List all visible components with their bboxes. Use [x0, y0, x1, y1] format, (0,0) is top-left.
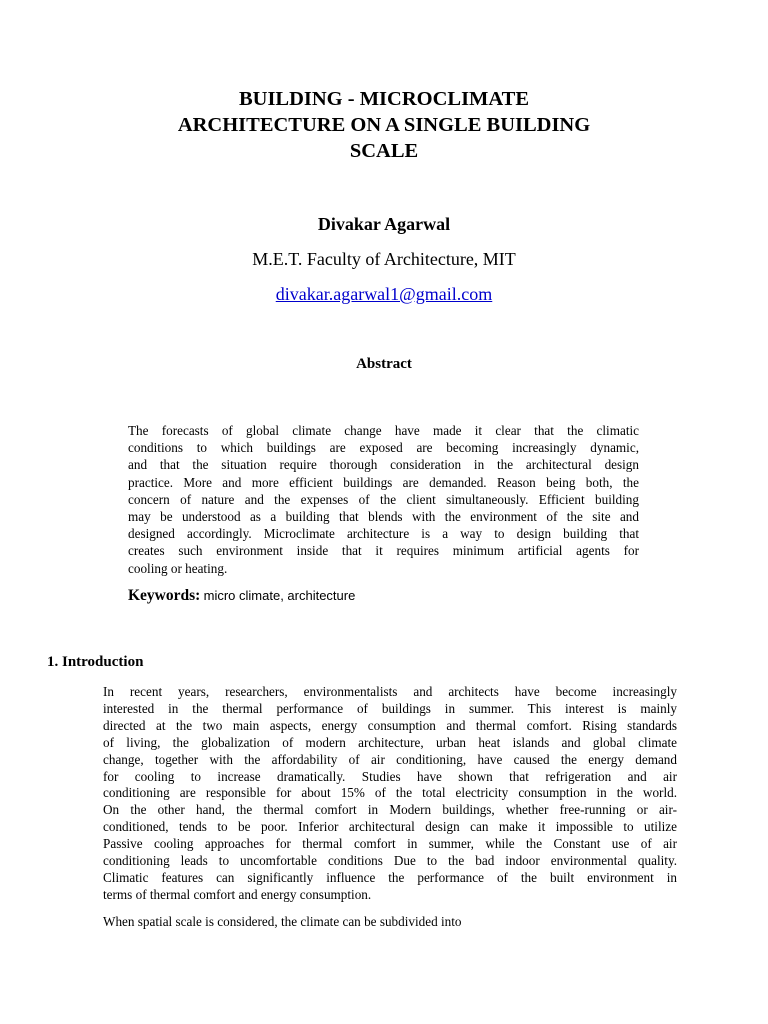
intro-line: change, together with the affordability of air conditioning, have caused the energy demand [103, 751, 677, 767]
intro-line: for cooling to increase dramatically. Studies have shown that refrigeration and air [103, 768, 677, 784]
author-name: Divakar Agarwal [317, 214, 451, 234]
keywords-label: Keywords: [128, 587, 201, 604]
intro-line: terms of thermal comfort and energy consumption. [103, 886, 372, 902]
keywords-value: micro climate, architecture [203, 588, 356, 603]
introduction-paragraph-2: When spatial scale is considered, the climate can be subdivided into [103, 914, 462, 929]
author-email [0, 283, 768, 305]
intro-line: conditioning are responsible for about 15% of the total electricity consumption in the world. [103, 785, 677, 801]
abstract-line: cooling or heating. [128, 560, 228, 576]
intro-line: conditioning leads to uncomfortable conditions Due to the bad indoor environmental quality. [103, 853, 677, 869]
abstract-line: practice. More and more efficient buildings are demanded. Reason being both, the [128, 474, 639, 490]
intro-line: In recent years, researchers, environmentalists and architects have become increasingly [103, 684, 677, 699]
title-line: ARCHITECTURE ON A SINGLE BUILDING [177, 114, 591, 136]
abstract-line: may be understood as a building that blends with the environment of the site and [128, 509, 639, 525]
abstract-line: and that the situation require thorough consideration in the architectural design [128, 457, 639, 473]
abstract-line: designed accordingly. Microclimate architecture is a way to design building that [128, 526, 639, 542]
abstract-line: conditions to which buildings are exposed are becoming increasingly dynamic, [128, 440, 639, 456]
abstract-line: creates such environment inside that it requires minimum artificial agents for [128, 543, 639, 559]
keywords [128, 586, 355, 606]
intro-line: interested in the thermal performance of buildings in summer. This interest is mainly [103, 700, 677, 716]
email-link[interactable]: divakar.agarwal1@gmail.com [275, 284, 493, 304]
intro-line: Passive cooling approaches for thermal comfort in summer, while the Constant use of air [103, 836, 677, 852]
intro-line: directed at the two main aspects, energy consumption and thermal comfort. Rising standards [103, 717, 677, 733]
author-affiliation: M.E.T. Faculty of Architecture, MIT [252, 249, 516, 269]
abstract-line: concern of nature and the expenses of the client simultaneously. Efficient building [128, 491, 639, 507]
section-heading-introduction: 1. Introduction [47, 654, 144, 670]
abstract-heading: Abstract [356, 356, 412, 372]
paper-title [100, 86, 668, 164]
intro-line: conditioned, tends to be poor. Inferior architectural design can make it impossible to utilize [103, 819, 677, 835]
intro-line: On the other hand, the thermal comfort in Modern buildings, whether free-running or air- [103, 802, 677, 818]
abstract-line: The forecasts of global climate change have made it clear that the climatic [128, 423, 639, 438]
intro-line: Climatic features can significantly influence the performance of the built environment in [103, 869, 677, 885]
title-line: BUILDING - MICROCLIMATE [238, 88, 530, 110]
title-line: SCALE [349, 140, 419, 162]
introduction-paragraph [103, 684, 677, 904]
intro-line: of living, the globalization of modern architecture, urban heat islands and global climate [103, 734, 677, 750]
abstract-text [128, 422, 639, 577]
